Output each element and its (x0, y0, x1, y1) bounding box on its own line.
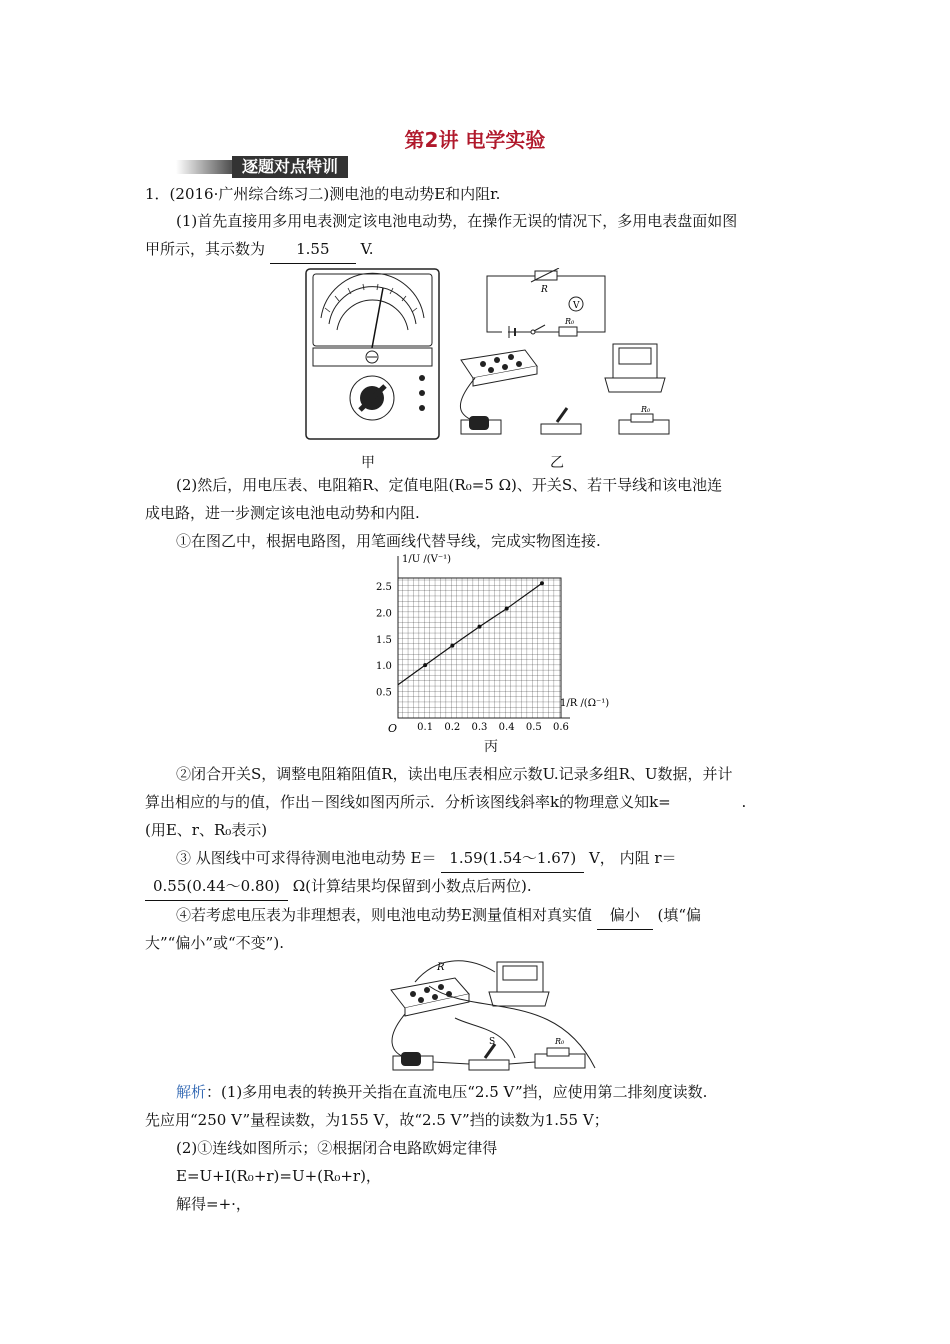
data-point (505, 607, 509, 611)
x-tick-label: 0.1 (417, 722, 434, 732)
section-banner (176, 156, 372, 178)
q1-stem: 1．(2016·广州综合练习二)测电池的电动势E和内阻r. (145, 185, 501, 203)
sub3-tail: Ω(计算结果均保留到小数点后两位). (292, 877, 532, 895)
svg-text:R: R (437, 962, 445, 973)
data-point (478, 625, 482, 629)
x-tick-label: 0.6 (553, 722, 569, 732)
y-tick-label: 1.0 (376, 661, 392, 673)
analysis-text1: ：(1)多用电表的转换开关指在直流电压“2.5 V”挡，应使用第二排刻度读数. (206, 1083, 708, 1101)
y-tick-label: 1.5 (376, 634, 392, 646)
sub4-text: ④若考虑电压表为非理想表，则电池电动势E测量值相对真实值 (176, 906, 592, 924)
banner-text: 逐题对点特训 (232, 156, 348, 178)
svg-text:R₀: R₀ (555, 1037, 565, 1046)
circuit-figure (455, 268, 685, 440)
fig-jia-caption: 甲 (361, 455, 375, 471)
sub3-mid: V， 内阻 r＝ (588, 849, 677, 867)
data-point (450, 644, 454, 648)
svg-text:V: V (573, 301, 580, 311)
q1-sub1: ①在图乙中，根据电路图，用笔画线代替导线，完成实物图连接. (176, 532, 601, 550)
q1-sub2-line2: 算出相应的与的值，作出－图线如图丙所示．分析该图线斜率k的物理意义知k= . (145, 793, 747, 811)
analysis-line4: E=U+I(R₀+r)=U+(R₀+r)， (176, 1167, 381, 1185)
part1-answer: 1.55 (270, 236, 356, 264)
y-axis-label: 1/U /(V⁻¹) (402, 554, 452, 565)
y-tick-label: 2.5 (376, 581, 392, 593)
svg-text:R₀: R₀ (565, 317, 575, 326)
q1-sub2-line1: ②闭合开关S，调整电阻箱阻值R，读出电压表相应示数U.记录多组R、U数据，并计 (176, 765, 733, 783)
svg-text:R: R (541, 285, 548, 295)
q1-part2-line1: (2)然后，用电压表、电阻箱R、定值电阻(R₀=5 Ω)、开关S、若干导线和该电池连 (176, 476, 723, 494)
q1-part1-line1: (1)首先直接用多用电表测定该电池电动势，在操作无误的情况下，多用电表盘面如图 (176, 212, 738, 230)
banner-bar (176, 160, 236, 174)
x-tick-label: 0.5 (525, 722, 542, 732)
q1-part2-line2: 成电路，进一步测定该电池电动势和内阻. (145, 504, 420, 522)
analysis-line2: 先应用“250 V”量程读数，为155 V，故“2.5 V”挡的读数为1.55 V； (145, 1111, 609, 1129)
multimeter-figure (305, 268, 440, 440)
fig-bing-caption: 丙 (484, 739, 498, 755)
sub3-E-answer: 1.59(1.54～1.67) (441, 845, 584, 873)
analysis-line3: (2)①连线如图所示；②根据闭合电路欧姆定律得 (176, 1139, 498, 1157)
sub2-text: 算出相应的与的值，作出－图线如图丙所示．分析该图线斜率k的物理意义知k= (145, 793, 671, 811)
sub4-tail: (填“偏 (657, 906, 702, 924)
analysis-line5: 解得=+·， (176, 1195, 251, 1213)
y-tick-label: 2.0 (376, 608, 392, 620)
q1-sub2-line3: (用E、r、R₀表示) (145, 821, 268, 839)
svg-text:R₀: R₀ (641, 405, 651, 414)
q1-part1-line2 (145, 236, 810, 264)
q1-sub4-line2: 大”“偏小”或“不变”). (145, 934, 284, 952)
graph-figure (370, 548, 610, 732)
page-title: 第2讲 电学实验 (404, 128, 546, 152)
origin-label: O (388, 722, 398, 732)
y-tick-label: 0.5 (376, 687, 392, 699)
svg-text:S: S (489, 1037, 496, 1047)
part1-unit: V. (360, 240, 374, 258)
q1-sub3-line1 (176, 845, 816, 873)
data-point (540, 581, 544, 585)
connected-circuit-figure (385, 958, 615, 1076)
fig-yi-caption: 乙 (550, 455, 564, 471)
data-point (423, 663, 427, 667)
x-tick-label: 0.4 (498, 722, 515, 732)
sub4-answer: 偏小 (597, 902, 653, 930)
x-axis-label: 1/R /(Ω⁻¹) (560, 698, 610, 709)
q1-sub4-line1 (176, 902, 816, 930)
sub3-r-answer: 0.55(0.44～0.80) (145, 873, 288, 901)
part1-text: 甲所示，其示数为 (145, 240, 266, 258)
q1-sub3-line2 (145, 873, 810, 901)
analysis-line1 (176, 1079, 816, 1106)
sub3-text: ③ 从图线中可求得待测电池电动势 E＝ (176, 849, 437, 867)
x-tick-label: 0.2 (444, 722, 461, 732)
x-tick-label: 0.3 (471, 722, 488, 732)
analysis-label: 解析 (176, 1083, 207, 1101)
